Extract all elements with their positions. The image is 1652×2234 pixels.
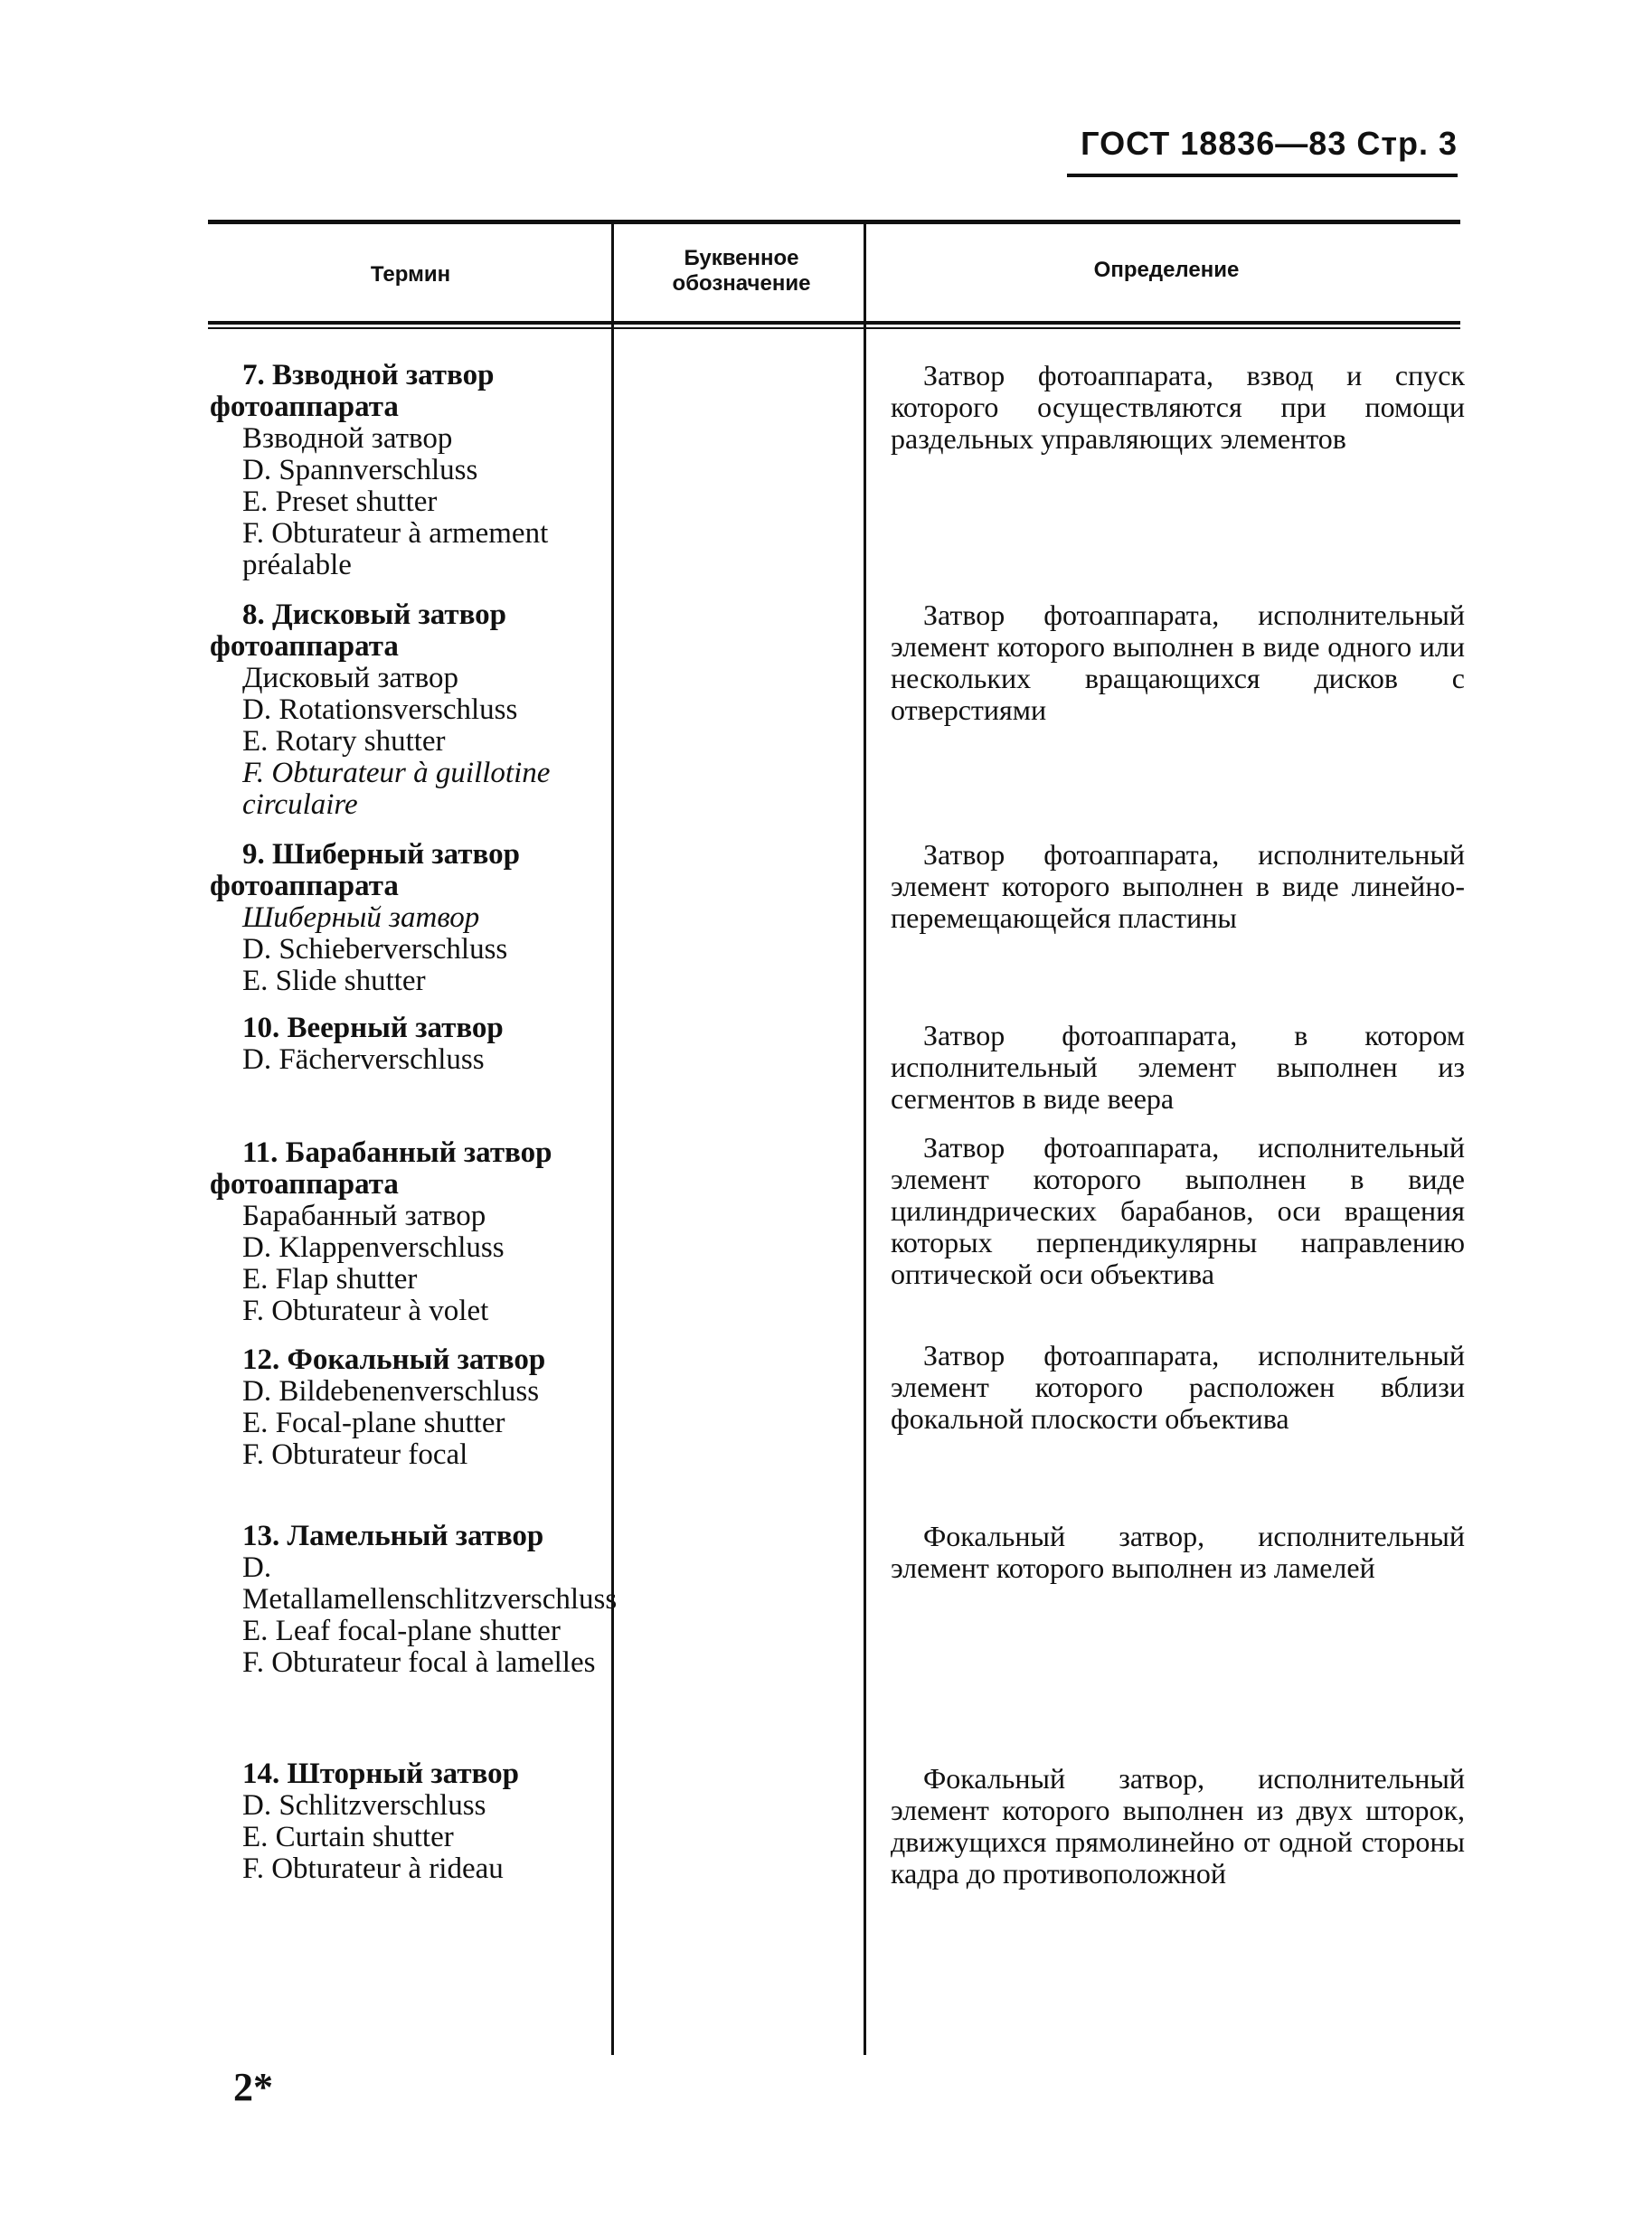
term-fr: F. Obturateur à volet [242,1295,489,1327]
term-title: 13. Ламельный затвор [242,1520,544,1552]
term-title: 10. Веерный затвор [242,1012,504,1044]
term-title: 14. Шторный затвор [242,1758,519,1790]
definition-11: Затвор фотоаппарата, исполнительный элемент которого выполнен в виде цилиндрических барабанов, оси вращения которых перпендикулярны направлению оптической оси объектива [891,1131,1465,1290]
header-rule [1067,174,1458,177]
term-en: E. Flap shutter [242,1263,418,1296]
term-en: E. Slide shutter [242,965,426,997]
page-footer-mark: 2* [233,2065,273,2109]
term-de: D. Bildebenenverschluss [242,1375,540,1408]
column-header-definition: Определение [1093,258,1240,282]
term-en: E. Curtain shutter [242,1821,454,1853]
definition-7: Затвор фотоаппарата, взвод и спуск которого осуществляются при помощи раздельных управляющих элементов [891,359,1465,455]
term-de: D. Spannverschluss [242,454,478,486]
term-entry-14 [210,1758,599,1885]
term-de: D. Rotationsverschluss [242,693,518,726]
term-short: Взводной затвор [242,422,453,455]
term-entry-7 [210,360,599,581]
term-fr: F. Obturateur à rideau [242,1852,504,1885]
term-en: E. Rotary shutter [242,725,446,758]
term-title: 7. Взводной затвор фотоаппарата [210,359,495,423]
term-entry-13 [210,1520,618,1679]
table-header-rule-2 [208,327,1460,329]
definition-10: Затвор фотоаппарата, в котором исполнительный элемент выполнен из сегментов в виде веера [891,1019,1465,1115]
column-separator-1 [611,220,614,2055]
definition-14: Фокальный затвор, исполнительный элемент которого выполнен из двух шторок, движущихся прямолинейно от одной стороны кадра до противоположной [891,1762,1465,1890]
definition-9: Затвор фотоаппарата, исполнительный элемент которого выполнен в виде линейно-перемещающейся пластины [891,838,1465,934]
term-en: E. Leaf focal-plane shutter [242,1615,561,1647]
definition-13: Фокальный затвор, исполнительный элемент которого выполнен из ламелей [891,1520,1465,1584]
column-header-symbol: Буквенное обозначение [672,246,811,296]
column-separator-2 [864,220,866,2055]
term-en: E. Focal-plane shutter [242,1407,505,1439]
term-short: Шиберный затвор [242,901,480,934]
term-en: E. Preset shutter [242,485,438,518]
term-entry-12 [210,1344,599,1471]
term-short: Барабанный затвор [242,1200,486,1232]
term-fr: F. Obturateur à guillotine circulaire [242,757,551,821]
term-title: 9. Шиберный затвор фотоаппарата [210,838,520,902]
definition-8: Затвор фотоаппарата, исполнительный элемент которого выполнен в виде одного или нескольких вращающихся дисков с отверстиями [891,599,1465,726]
term-title: 8. Дисковый затвор фотоаппарата [210,599,507,663]
term-de: D. Metallamellenschlitzverschluss [242,1551,618,1616]
term-fr: F. Obturateur focal à lamelles [242,1646,596,1679]
term-short: Дисковый затвор [242,662,458,694]
term-entry-8 [210,599,599,821]
term-de: D. Schlitzverschluss [242,1789,486,1822]
term-entry-10 [210,1013,599,1076]
term-de: D. Fächerverschluss [242,1043,485,1076]
term-entry-11 [210,1137,599,1327]
term-title: 12. Фокальный затвор [242,1343,546,1376]
term-entry-9 [210,839,599,997]
term-title: 11. Барабанный затвор фотоаппарата [210,1136,552,1201]
term-de: D. Schieberverschluss [242,933,508,966]
term-fr: F. Obturateur focal [242,1438,468,1471]
term-fr: F. Obturateur à armement préalable [242,517,549,581]
term-de: D. Klappenverschluss [242,1231,505,1264]
table-top-rule [208,220,1460,224]
page-header: ГОСТ 18836—83 Стр. 3 [1081,125,1458,162]
table-header-rule [208,321,1460,325]
column-header-term: Термин [370,262,451,287]
definition-12: Затвор фотоаппарата, исполнительный элемент которого расположен вблизи фокальной плоскости объектива [891,1339,1465,1435]
